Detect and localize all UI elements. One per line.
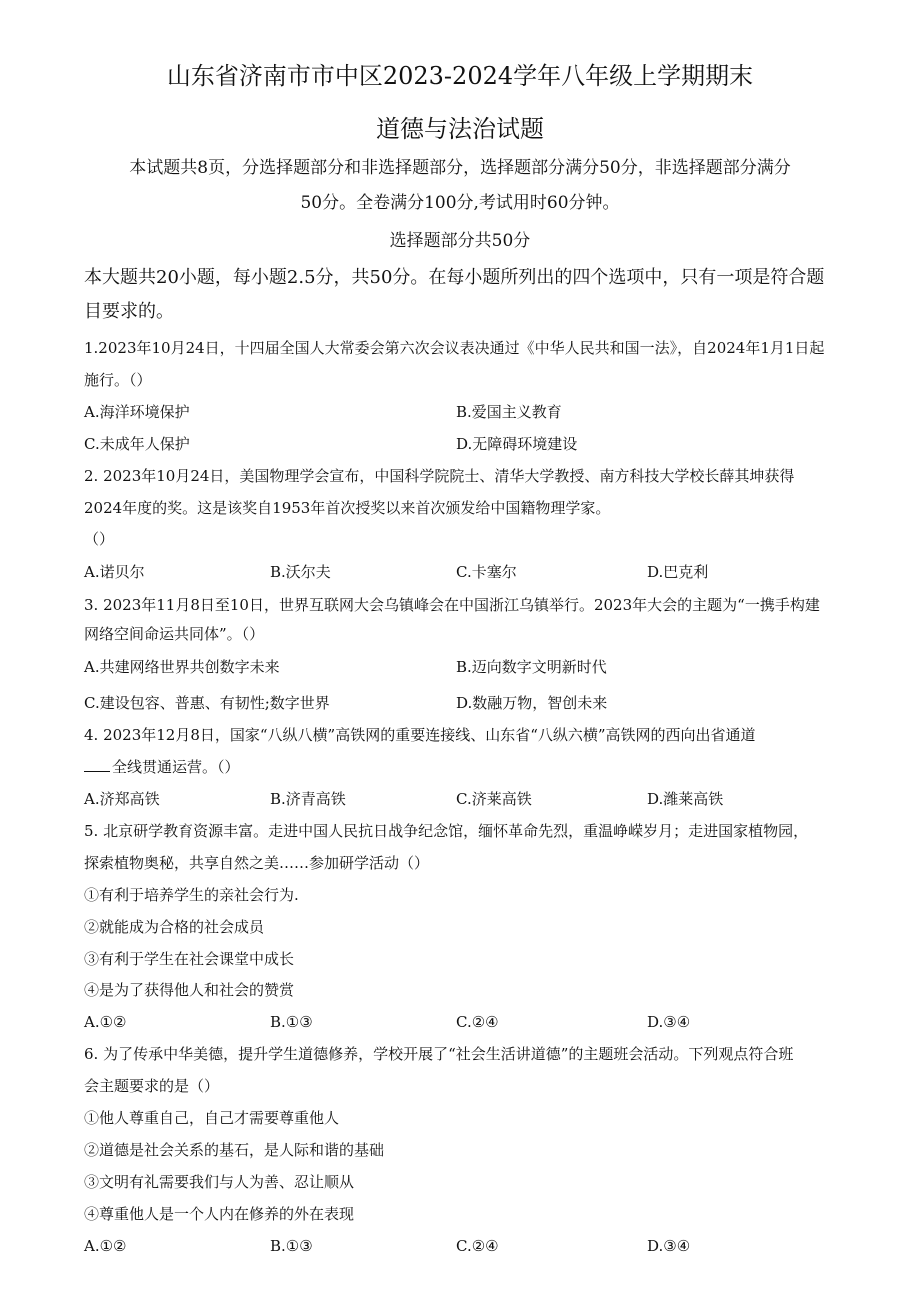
option-d: D.巴克利 xyxy=(647,563,709,581)
question-stem: （） xyxy=(84,530,115,548)
option-a: A.①② xyxy=(84,1013,127,1031)
question-stem: 探索植物奥秘，共享自然之美……参加研学活动（） xyxy=(84,854,430,872)
question-stem: 施行。（） xyxy=(84,371,152,389)
option-a: A.海洋环境保护 xyxy=(84,403,190,421)
option-b: B.①③ xyxy=(270,1237,313,1255)
option-b: B.济青高铁 xyxy=(270,790,346,808)
option-b: B.①③ xyxy=(270,1013,313,1031)
option-d: D.③④ xyxy=(647,1237,691,1255)
option-c: C.②④ xyxy=(456,1237,499,1255)
question-stem: 网络空间命运共同体”。（） xyxy=(84,625,265,643)
statement-item: ③有利于学生在社会课堂中成长 xyxy=(84,950,295,968)
question-stem: 4. 2023年12月8日，国家“八纵八横”高铁网的重要连接线、山东省“八纵六横”高铁网的西向出省通道 xyxy=(84,726,756,744)
option-c: C.济莱高铁 xyxy=(456,790,532,808)
statement-item: ④尊重他人是一个人内在修养的外在表现 xyxy=(84,1205,355,1223)
option-c: C.未成年人保护 xyxy=(84,435,190,453)
instructions-line-2: 目要求的。 xyxy=(84,301,174,322)
option-c: C.②④ xyxy=(456,1013,499,1031)
section-title: 选择题部分共50分 xyxy=(389,231,531,251)
question-stem: 全线贯通运营。（） xyxy=(112,758,240,776)
statement-item: ①有利于培养学生的亲社会行为. xyxy=(84,886,299,904)
option-d: D.③④ xyxy=(647,1013,691,1031)
statement-item: ③文明有礼需要我们与人为善、忍让顺从 xyxy=(84,1173,355,1191)
question-stem: 2024年度的奖。这是该奖自1953年首次授奖以来首次颁发给中国籍物理学家。 xyxy=(84,499,611,517)
exam-title: 山东省济南市市中区2023-2024学年八年级上学期期末 xyxy=(166,62,754,90)
statement-item: ②就能成为合格的社会成员 xyxy=(84,918,265,936)
option-b: B.迈向数字文明新时代 xyxy=(456,658,607,676)
question-stem: 2. 2023年10月24日，美国物理学会宣布，中国科学院院士、清华大学教授、南方科技大学校长薛其坤获得 xyxy=(84,467,795,485)
option-a: A.共建网络世界共创数字未来 xyxy=(84,658,280,676)
notice-line-1: 本试题共8页，分选择题部分和非选择题部分，选择题部分满分50分，非选择题部分满分 xyxy=(129,158,791,178)
option-a: A.①② xyxy=(84,1237,127,1255)
question-stem: 6. 为了传承中华美德，提升学生道德修养，学校开展了“社会生活讲道德”的主题班会活动。下列观点符合班 xyxy=(84,1045,794,1063)
question-stem: 5. 北京研学教育资源丰富。走进中国人民抗日战争纪念馆，缅怀革命先烈，重温峥嵘岁月；走进国家植物园， xyxy=(84,822,809,840)
option-d: D.无障碍环境建设 xyxy=(456,435,578,453)
instructions-line-1: 本大题共20小题，每小题2.5分，共50分。在每小题所列出的四个选项中，只有一项是符合题 xyxy=(84,267,825,288)
option-b: B.爱国主义教育 xyxy=(456,403,562,421)
question-stem: 1.2023年10月24日，十四届全国人大常委会第六次会议表决通过《中华人民共和国一法》，自2024年1月1日起 xyxy=(84,339,825,357)
option-b: B.沃尔夫 xyxy=(270,563,331,581)
question-stem-line xyxy=(84,757,240,777)
fill-blank xyxy=(84,757,110,772)
question-stem: 3. 2023年11月8日至10日，世界互联网大会乌镇峰会在中国浙江乌镇举行。2023年大会的主题为“一携手构建 xyxy=(84,596,820,614)
option-d: D.潍莱高铁 xyxy=(647,790,724,808)
question-stem: 会主题要求的是（） xyxy=(84,1077,220,1095)
statement-item: ④是为了获得他人和社会的赞赏 xyxy=(84,981,295,999)
statement-item: ①他人尊重自己，自己才需要尊重他人 xyxy=(84,1109,340,1127)
notice-line-2: 50分。全卷满分100分,考试用时60分钟。 xyxy=(300,193,620,213)
option-a: A.诺贝尔 xyxy=(84,563,145,581)
option-c: C.建设包容、普惠、有韧性;数字世界 xyxy=(84,694,330,712)
statement-item: ②道德是社会关系的基石，是人际和谐的基础 xyxy=(84,1141,385,1159)
exam-subject: 道德与法治试题 xyxy=(376,115,544,143)
option-c: C.卡塞尔 xyxy=(456,563,517,581)
option-d: D.数融万物，智创未来 xyxy=(456,694,608,712)
option-a: A.济郑高铁 xyxy=(84,790,160,808)
